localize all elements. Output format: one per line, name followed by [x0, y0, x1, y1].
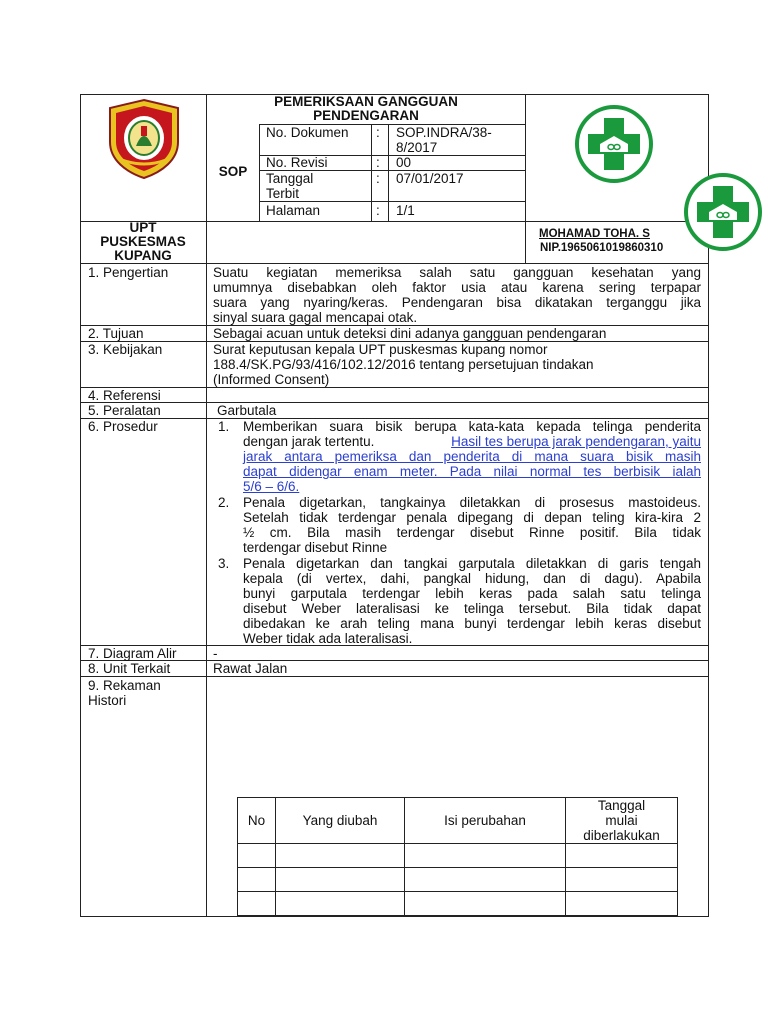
meta-label-tanggal-2: Terbit: [266, 186, 300, 201]
divider: [80, 676, 709, 677]
signer-nip: NIP.1965061019860310: [540, 242, 664, 254]
text-line: [243, 479, 701, 494]
divider: [525, 94, 526, 263]
header-isi-perubahan: Isi perubahan: [405, 798, 566, 844]
kebijakan-line: Surat keputusan kepala UPT puskesmas kupang nomor: [213, 342, 548, 357]
meta-value-halaman: 1/1: [396, 203, 415, 218]
meta-colon: :: [376, 203, 380, 218]
table-cell: [238, 868, 276, 892]
meta-value-tanggal: 07/01/2017: [396, 171, 464, 186]
divider: [206, 94, 207, 917]
meta-label-revisi: No. Revisi: [266, 155, 328, 170]
step-number: 1.: [218, 419, 230, 434]
header-tanggal: [566, 798, 678, 844]
text-line: kepala (di vertex, dahi, pangkal hidung, dan di dagu). Apabila: [243, 571, 701, 586]
header-no: No: [238, 798, 276, 844]
text-line: dengan jarak tertentu.: [243, 434, 375, 449]
doc-title-line1: PEMERIKSAAN GANGGUAN: [274, 94, 458, 109]
table-cell: [405, 892, 566, 916]
meta-colon: :: [376, 171, 380, 186]
section-label-rekaman-2: Histori: [88, 693, 127, 708]
unit-text: Rawat Jalan: [213, 661, 288, 676]
meta-value-revisi: 00: [396, 155, 412, 170]
section-label-pengertian: 1. Pengertian: [88, 265, 169, 280]
text-line: dibedakan ke arah teling mana bunyi terdengar lebih keras disebut: [243, 616, 701, 631]
meta-label-tanggal-1: Tanggal: [266, 171, 314, 186]
org-line1: UPT: [129, 220, 157, 235]
table-cell: [276, 868, 405, 892]
text-line: Memberikan suara bisik berupa kata-kata kepada telinga penderita: [243, 419, 701, 434]
puskesmas-logo-icon: [683, 172, 763, 252]
text-line: disebut Weber lateralisasi ke telinga tersebut. Bila tidak dapat: [243, 601, 701, 616]
table-cell: [566, 868, 678, 892]
peralatan-text: Garbutala: [217, 403, 277, 418]
section-label-prosedur: 6. Prosedur: [88, 419, 158, 434]
header-yang-diubah: Yang diubah: [276, 798, 405, 844]
divider: [259, 201, 525, 202]
header-text-line: Tanggal: [597, 798, 646, 813]
divider: [388, 124, 389, 221]
history-table: [237, 797, 678, 916]
meta-colon: :: [376, 155, 380, 170]
step-number: 2.: [218, 495, 230, 510]
table-header-row: [238, 798, 678, 844]
regional-emblem-icon: [104, 98, 184, 180]
divider: [371, 124, 372, 221]
table-row: [238, 868, 678, 892]
text-line: bunyi garputala terdengar lebih keras pada salah satu telinga: [243, 586, 701, 601]
sop-label: SOP: [218, 164, 248, 179]
table-cell: [405, 844, 566, 868]
table-cell: [238, 844, 276, 868]
kebijakan-line: (Informed Consent): [213, 372, 330, 387]
section-label-tujuan: 2. Tujuan: [88, 326, 144, 341]
step-number: 3.: [218, 556, 230, 571]
divider: [80, 402, 709, 403]
table-cell: [238, 892, 276, 916]
table-row: [238, 892, 678, 916]
signer-name: MOHAMAD TOHA. S: [539, 228, 650, 240]
section-label-diagram: 7. Diagram Alir: [88, 646, 177, 661]
result-link-text[interactable]: Hasil tes berupa jarak pendengaran, yaitu: [451, 434, 701, 449]
table-cell: [276, 892, 405, 916]
text-line: sinyal suara gagal mencapai otak.: [213, 310, 418, 325]
prosedur-step-2: [243, 495, 701, 555]
result-link-text[interactable]: dapat didengar enam meter. Pada nilai normal tes berbisik ialah: [243, 464, 701, 479]
doc-title-line2: PENDENGARAN: [313, 108, 419, 123]
kebijakan-line: 188.4/SK.PG/93/416/102.12/2016 tentang persetujuan tindakan: [213, 357, 594, 372]
meta-label-halaman: Halaman: [266, 203, 321, 218]
meta-label-dokumen: No. Dokumen: [266, 125, 349, 140]
header-text-line: mulai: [605, 813, 638, 828]
text-line: Suatu kegiatan memeriksa salah satu gangguan kesehatan yang: [213, 265, 701, 280]
result-link-text[interactable]: jarak antara pemeriksa dan penderita di mana suara bisik masih: [243, 449, 701, 464]
text-line: Penala digetarkan, tangkainya diletakkan di prosesus mastoideus.: [243, 495, 701, 510]
prosedur-step-3: [243, 556, 701, 646]
text-line: ½ cm. Bila masih terdengar disebut Rinne positif. Bila tidak: [243, 525, 701, 540]
tujuan-text: Sebagai acuan untuk deteksi dini adanya gangguan pendengaran: [213, 326, 607, 341]
divider: [80, 387, 709, 388]
section-label-rekaman-1: 9. Rekaman: [88, 678, 161, 693]
prosedur-step-1: [243, 419, 701, 494]
meta-value-dokumen-2: 8/2017: [396, 140, 438, 155]
result-link-text[interactable]: 5/6 – 6/6.: [243, 479, 300, 494]
text-line: [243, 434, 701, 449]
section-label-referensi: 4. Referensi: [88, 388, 161, 403]
header-text-line: diberlakukan: [583, 828, 660, 843]
diagram-text: -: [213, 646, 218, 661]
section-label-unit: 8. Unit Terkait: [88, 661, 171, 676]
text-line: terdengar disebut Rinne: [243, 540, 388, 555]
section-label-peralatan: 5. Peralatan: [88, 403, 161, 418]
text-line: Penala digetarkan dan tangkai garputala diletakkan di garis tengah: [243, 556, 701, 571]
table-cell: [276, 844, 405, 868]
divider: [259, 124, 260, 221]
text-line: Weber tidak ada lateralisasi.: [243, 631, 413, 646]
meta-colon: :: [376, 125, 380, 140]
text-line: umumnya disebabkan oleh faktor usia atau karena sering terpapar: [213, 280, 701, 295]
org-line2: PUSKESMAS: [100, 234, 186, 249]
text-line: suara yang nyaring/keras. Pendengaran bisa dikatakan terganggu jika: [213, 295, 701, 310]
puskesmas-logo-icon: [574, 104, 654, 184]
table-row: [238, 844, 678, 868]
divider: [80, 263, 709, 264]
table-cell: [405, 868, 566, 892]
text-line: Setelah tidak terdengar penala dipegang di depan teling kira-kira 2: [243, 510, 701, 525]
section-label-kebijakan: 3. Kebijakan: [88, 342, 163, 357]
table-cell: [566, 844, 678, 868]
pengertian-text: [213, 265, 701, 325]
org-line3: KUPANG: [114, 248, 172, 263]
meta-value-dokumen-1: SOP.INDRA/38-: [396, 125, 492, 140]
table-cell: [566, 892, 678, 916]
